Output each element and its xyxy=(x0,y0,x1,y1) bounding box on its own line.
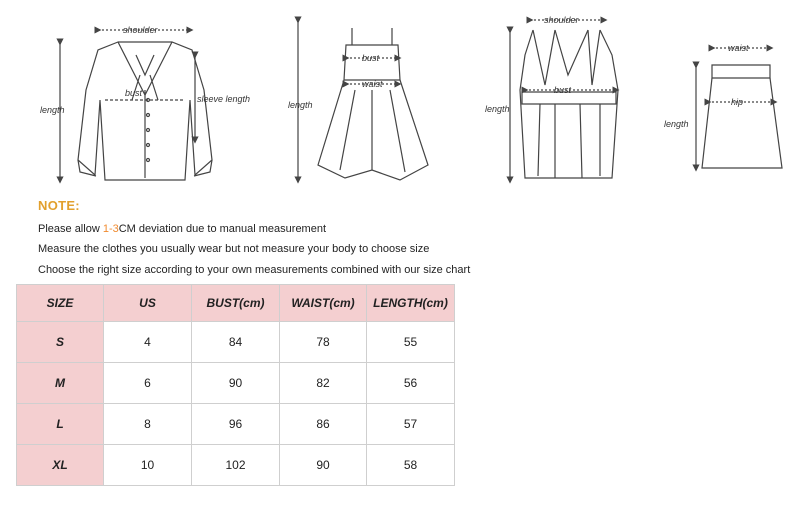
tank-drawing xyxy=(520,30,618,178)
cell-us: 8 xyxy=(104,404,192,445)
cell-waist: 82 xyxy=(280,363,367,404)
cell-size: L xyxy=(17,404,104,445)
tank-shoulder-label: shoulder xyxy=(544,15,579,25)
blouse-length-label: length xyxy=(40,105,65,115)
garment-illustrations xyxy=(0,0,799,195)
dress-bust-label: bust xyxy=(362,53,380,63)
size-chart-table xyxy=(16,284,455,486)
table-row xyxy=(17,404,455,445)
skirt-drawing xyxy=(702,65,782,168)
cell-bust: 84 xyxy=(192,322,280,363)
skirt-waist-label: waist xyxy=(728,43,749,53)
header-size: SIZE xyxy=(17,285,104,322)
cell-us: 10 xyxy=(104,445,192,486)
note-line-choose: Choose the right size according to your own measurements combined with our size chart xyxy=(38,264,471,276)
note-title: NOTE: xyxy=(38,198,80,213)
table-row xyxy=(17,322,455,363)
note-line-deviation-pre: Please allow xyxy=(38,223,103,235)
cell-length: 57 xyxy=(367,404,455,445)
cell-waist: 78 xyxy=(280,322,367,363)
dress-waist-label: waist xyxy=(362,79,383,89)
blouse-sleeve-label: sleeve length xyxy=(197,94,251,104)
cell-length: 58 xyxy=(367,445,455,486)
blouse-shoulder-label: shoulder xyxy=(123,25,158,35)
cell-size: XL xyxy=(17,445,104,486)
header-bust: BUST(cm) xyxy=(192,285,280,322)
dress-drawing xyxy=(318,28,428,180)
cell-bust: 102 xyxy=(192,445,280,486)
table-header-row xyxy=(17,285,455,322)
cell-waist: 86 xyxy=(280,404,367,445)
cell-size: M xyxy=(17,363,104,404)
skirt-hip-label: hip xyxy=(731,97,744,107)
dress-length-label: length xyxy=(288,100,313,110)
tank-length-label: length xyxy=(485,104,510,114)
note-line-deviation-highlight: 1-3 xyxy=(102,223,119,235)
header-length: LENGTH(cm) xyxy=(367,285,455,322)
header-us: US xyxy=(104,285,192,322)
note-line-deviation-post: CM deviation due to manual measurement xyxy=(118,223,327,235)
note-line-deviation xyxy=(38,223,326,235)
table-row xyxy=(17,363,455,404)
note-line-measure: Measure the clothes you usually wear but not measure your body to choose size xyxy=(38,243,430,255)
tank-bust-label: bust xyxy=(554,85,572,95)
table-row xyxy=(17,445,455,486)
cell-waist: 90 xyxy=(280,445,367,486)
cell-us: 4 xyxy=(104,322,192,363)
header-waist: WAIST(cm) xyxy=(280,285,367,322)
cell-length: 56 xyxy=(367,363,455,404)
cell-length: 55 xyxy=(367,322,455,363)
cell-bust: 90 xyxy=(192,363,280,404)
cell-size: S xyxy=(17,322,104,363)
cell-us: 6 xyxy=(104,363,192,404)
blouse-drawing xyxy=(78,42,212,180)
skirt-length-label: length xyxy=(664,119,689,129)
cell-bust: 96 xyxy=(192,404,280,445)
blouse-bust-label: bust xyxy=(125,88,143,98)
